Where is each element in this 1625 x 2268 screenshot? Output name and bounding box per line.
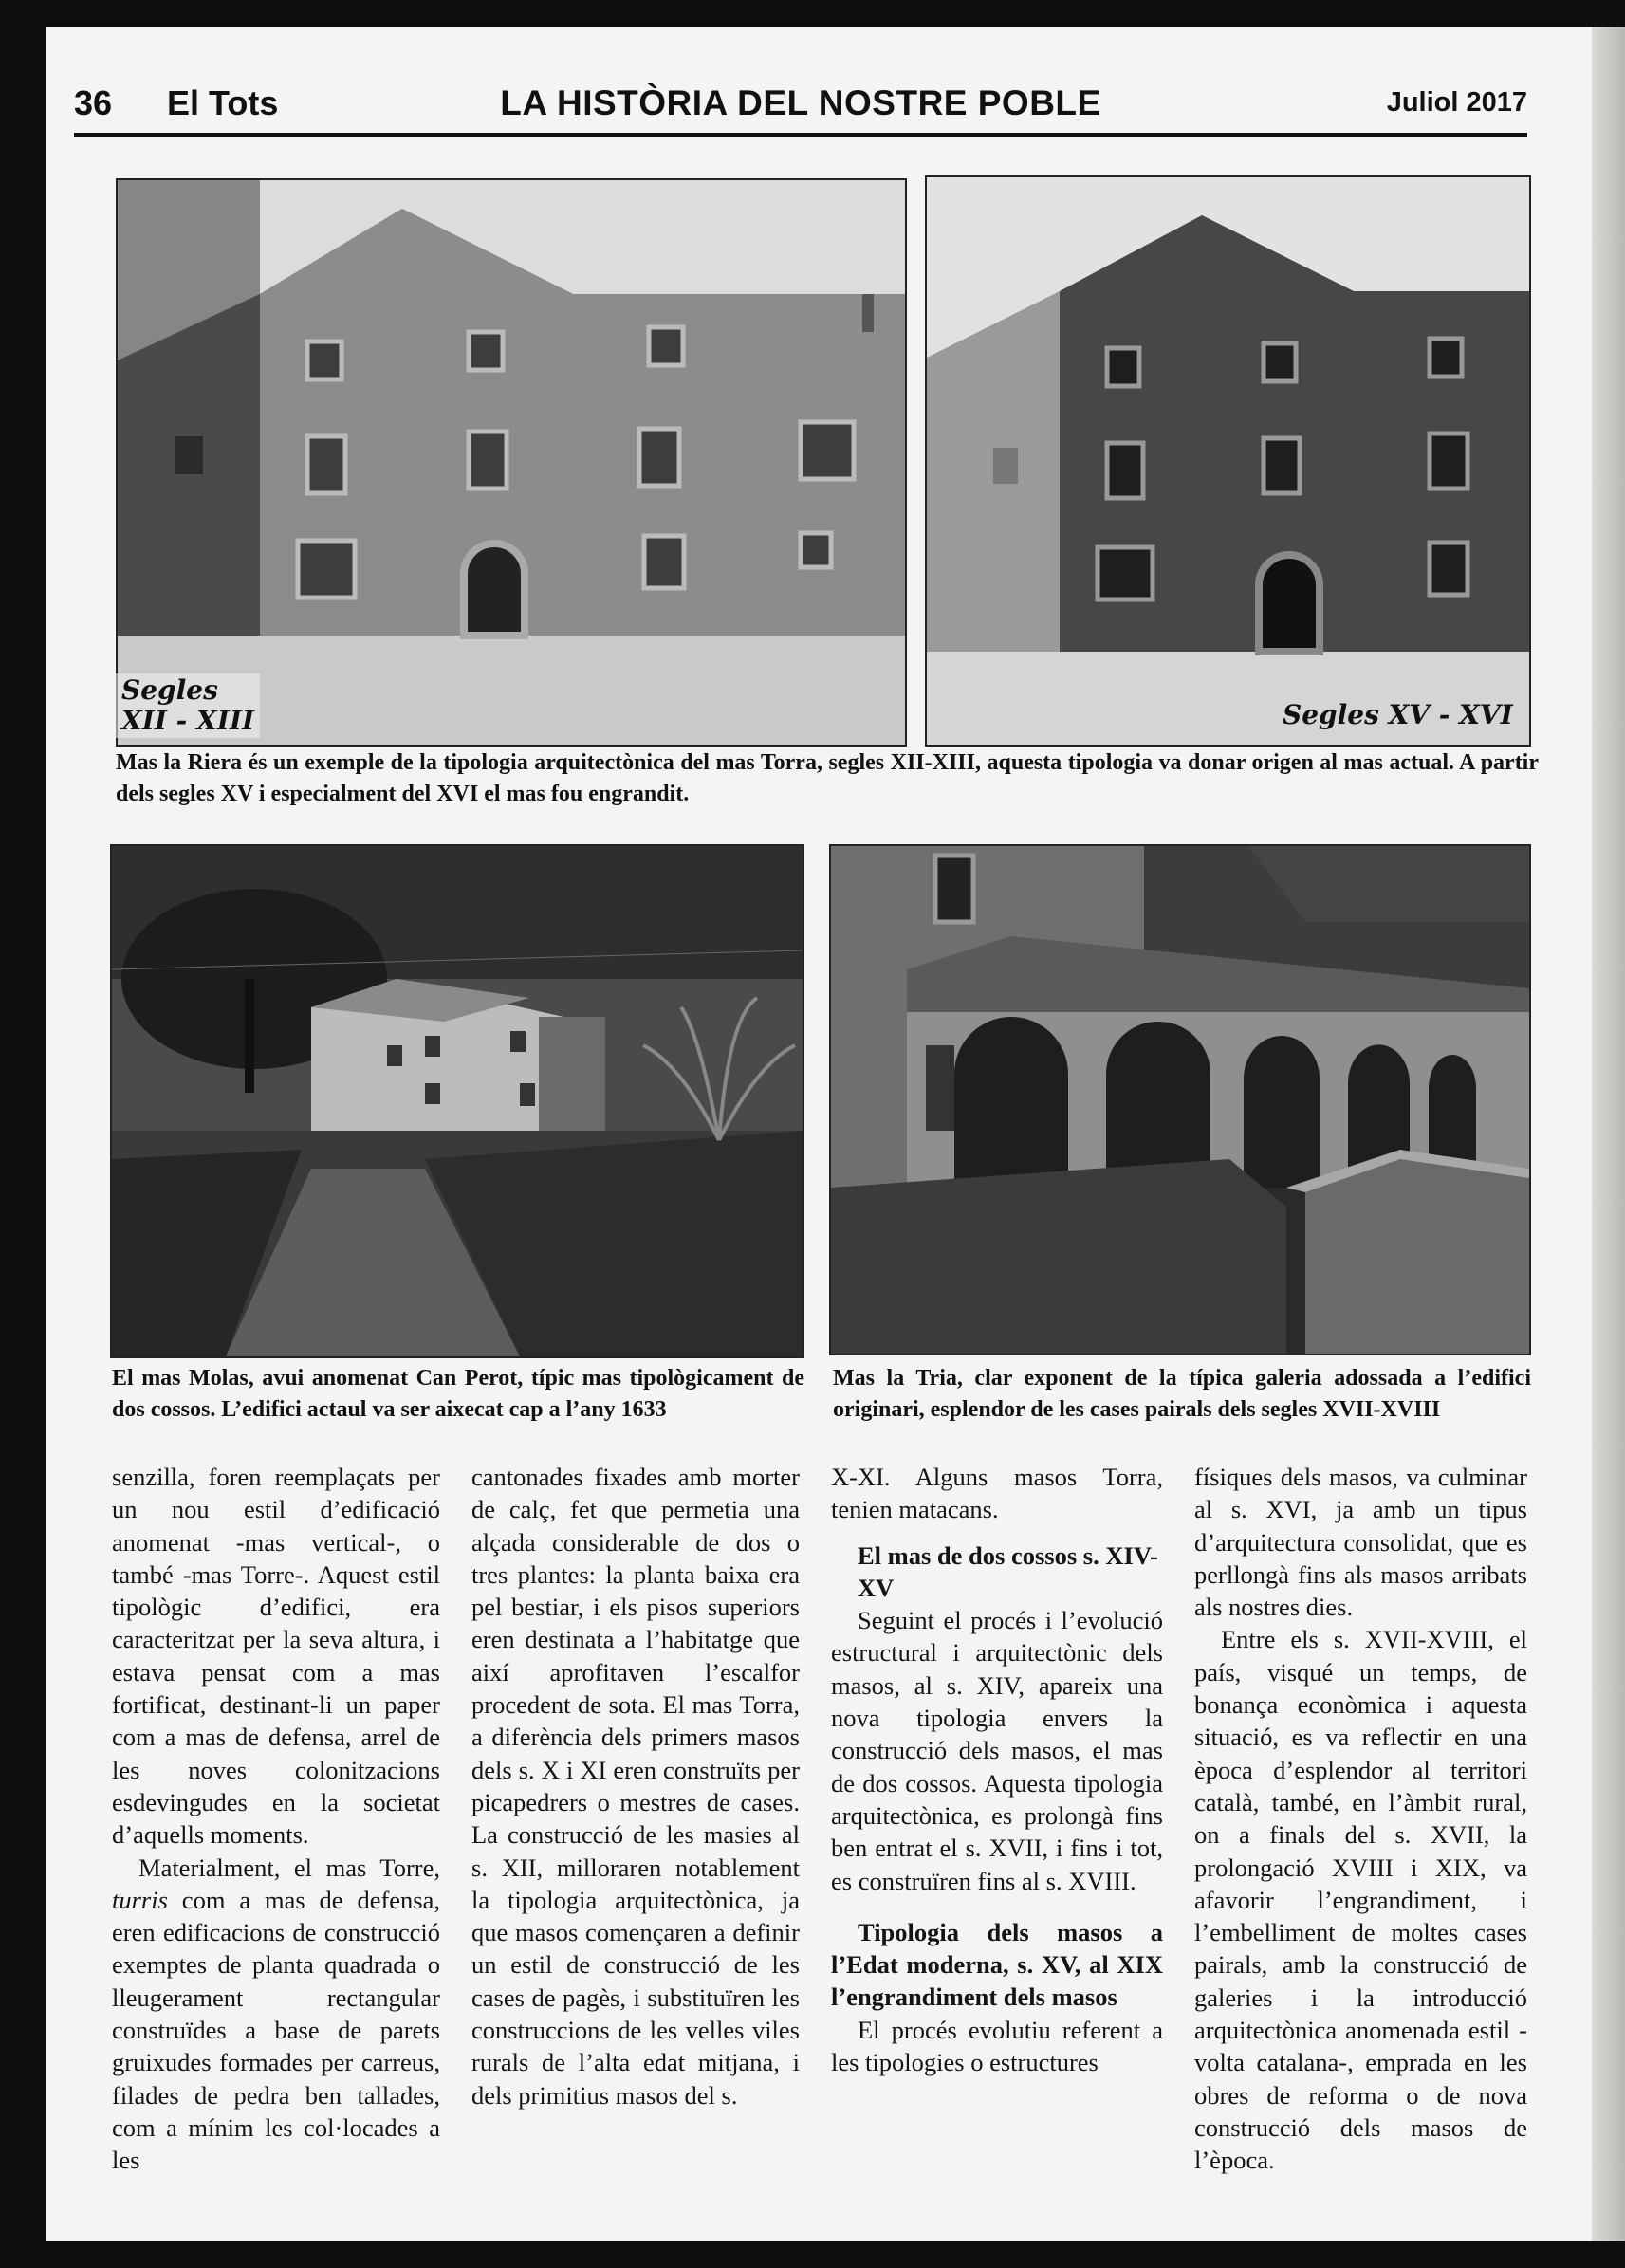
photo-mas-la-riera-xii-xiii (116, 178, 907, 747)
page-header (74, 63, 1527, 137)
article-paragraph: El procés evolutiu referent a les tipologies o estructures (831, 2015, 1163, 2077)
article-column-1 (112, 1461, 440, 2177)
photo-mas-molas (110, 844, 804, 1358)
page-number: 36 (74, 83, 113, 122)
caption-mas-la-riera: Mas la Riera és un exemple de la tipologia arquitectònica del mas Torra, segles XII-XIII, aquesta tipologia va donar origen al mas actual. A partir dels segles XV i especialment del XVI el mas fou engrandit. (116, 750, 1539, 806)
label-segles-xii-xiii: Segles XII - XIII (116, 673, 260, 738)
next-page-edge (1592, 27, 1625, 2241)
photo-mas-la-tria (829, 844, 1531, 1355)
section-title: LA HISTÒRIA DEL NOSTRE POBLE (500, 83, 1101, 122)
article-paragraph: Seguint el procés i l’evolució estructural i arquitectònic dels masos, al s. XIV, apareix una nova tipologia envers la construcció dels masos, el mas de dos cossos. Aquesta tipologia arquitectònica, es prolongà fins ben entrat el s. XVII, i fins i tot, es construïren fins al s. XVIII. (831, 1606, 1163, 1895)
article-text: com a mas de defensa, eren edificacions de construcció exemptes de planta quadrada o lleugerament rectangular construïdes a base de parets gruixudes formades per carreus, filades de pedra ben tallades, com a mínim les col·locades a les (112, 1885, 440, 2175)
article-column-2 (471, 1461, 800, 2111)
issue-date: Juliol 2017 (1386, 87, 1527, 118)
caption-mas-molas: El mas Molas, avui anomenat Can Perot, típic mas tipològicament de dos cossos. L’edifici actaul va ser aixecat cap a l’any 1633 (112, 1366, 804, 1422)
article-column-3 (831, 1461, 1163, 2078)
article-italic-term: turris (112, 1885, 168, 1914)
article-column-4 (1194, 1461, 1527, 2177)
label-segles-xv-xvi: Segles XV - XVI (1283, 699, 1513, 730)
article-paragraph: Entre els s. XVII-XVIII, el país, visqué un temps, de bonança econòmica i aquesta situació, es va reflectir en una època d’esplendor al territori català, també, en l’àmbit rural, on a finals del s. XVII, la prolongació XVIII i XIX, va afavorir l’engrandiment, i l’embelliment de moltes cases pairals, amb la construcció de galeries i la introducció arquitectònica anomenada estil -volta catalana-, emprada en les obres de reforma o de nova construcció dels masos de l’època. (1194, 1625, 1527, 2175)
caption-mas-la-tria: Mas la Tria, clar exponent de la típica galeria adossada a l’edifici originari, esplendor de les cases pairals dels segles XVII-XVIII (833, 1366, 1531, 1422)
subheading-edat-moderna: Tipologia dels masos a l’Edat moderna, s. XV, al XIX l’engrandiment dels masos (831, 1917, 1163, 2012)
subheading-mas-de-dos-cossos: El mas de dos cossos s. XIV-XV (858, 1540, 1158, 1602)
article-text: Materialment, el mas Torre, (138, 1853, 440, 1882)
article-paragraph: cantonades fixades amb morter de calç, fet que permetia una alçada considerable de dos o tres plantes: la planta baixa era pel bestiar, i els pisos superiors eren destinata a l’habitatge que així aprofitaven l’escalfor procedent de sota. El mas Torra, a diferència dels primers masos dels s. X i XI eren construïts per picapedrers o mestres de cases. La construcció de les masies al s. XII, milloraren notablement la tipologia arquitectònica, ja que masos començaren a definir un estil de construcció de les cases de pagès, i substituïren les construccions de les velles viles rurals de l’alta edat mitjana, i dels primitius masos del s. (471, 1463, 800, 2110)
article-paragraph: X-XI. Alguns masos Torra, tenien matacans. (831, 1463, 1163, 1524)
article-paragraph: físiques dels masos, va culminar al s. XVI, ja amb un tipus d’arquitectura consolidat, que es perllongà fins als masos arribats als nostres dies. (1194, 1463, 1527, 1622)
photo-mas-la-riera-xv-xvi (925, 175, 1531, 747)
article-paragraph: senzilla, foren reemplaçats per un nou estil d’edificació anomenat -mas vertical-, o també -mas Torre-. Aquest estil tipològic d’edifici, era caracteritzat per la seva altura, i estava pensat com a mas fortificat, destinant-li un paper com a mas de defensa, arrel de les noves colonitzacions esdevingudes en la societat d’aquells moments. (112, 1463, 440, 1850)
article-paragraph (112, 1852, 440, 2177)
magazine-name: El Tots (167, 83, 279, 122)
